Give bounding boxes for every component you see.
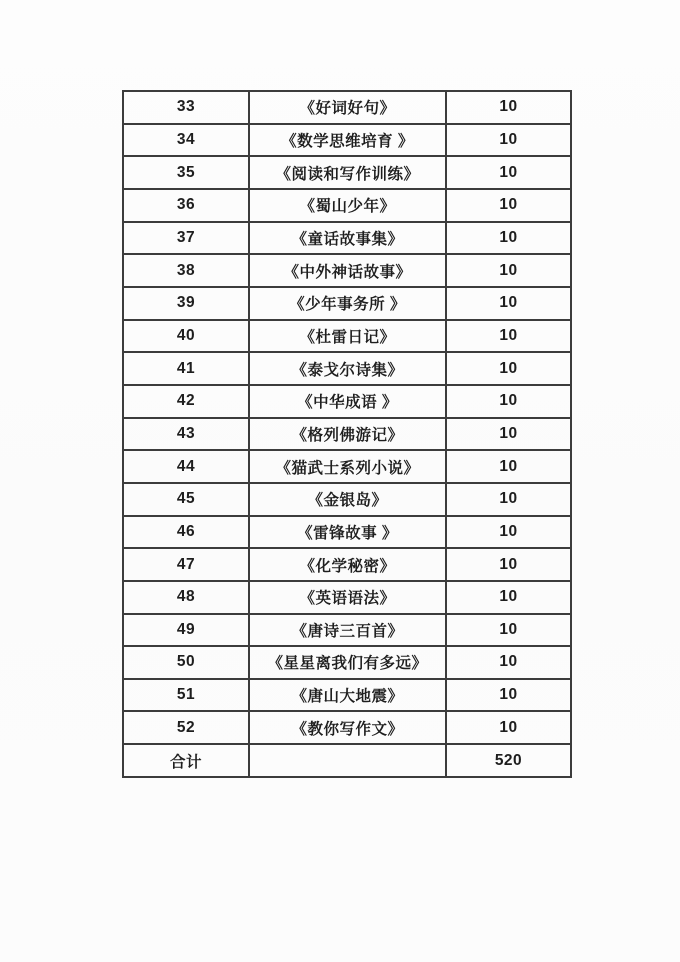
book-title-cell: 《中华成语 》 — [249, 385, 446, 418]
quantity-cell: 10 — [446, 483, 571, 516]
quantity-cell: 10 — [446, 646, 571, 679]
book-title-cell: 《雷锋故事 》 — [249, 516, 446, 549]
quantity-cell: 10 — [446, 450, 571, 483]
book-title-cell: 《格列佛游记》 — [249, 418, 446, 451]
book-title-cell: 《唐山大地震》 — [249, 679, 446, 712]
quantity-cell: 10 — [446, 711, 571, 744]
quantity-cell: 10 — [446, 581, 571, 614]
table-row — [123, 418, 571, 451]
row-number-cell: 46 — [123, 516, 249, 549]
total-row — [123, 744, 571, 777]
book-title-cell: 《中外神话故事》 — [249, 254, 446, 287]
book-title-cell: 《化学秘密》 — [249, 548, 446, 581]
table-row — [123, 189, 571, 222]
row-number-cell: 34 — [123, 124, 249, 157]
table-row — [123, 320, 571, 353]
total-quantity-cell: 520 — [446, 744, 571, 777]
row-number-cell: 49 — [123, 614, 249, 647]
row-number-cell: 51 — [123, 679, 249, 712]
row-number-cell: 48 — [123, 581, 249, 614]
row-number-cell: 33 — [123, 91, 249, 124]
table-row — [123, 614, 571, 647]
quantity-cell: 10 — [446, 516, 571, 549]
book-title-cell: 《星星离我们有多远》 — [249, 646, 446, 679]
table-row — [123, 222, 571, 255]
book-title-cell: 《少年事务所 》 — [249, 287, 446, 320]
total-label-cell: 合计 — [123, 744, 249, 777]
book-title-cell: 《唐诗三百首》 — [249, 614, 446, 647]
quantity-cell: 10 — [446, 320, 571, 353]
book-title-cell: 《教你写作文》 — [249, 711, 446, 744]
quantity-cell: 10 — [446, 352, 571, 385]
table-row — [123, 91, 571, 124]
quantity-cell: 10 — [446, 91, 571, 124]
book-title-cell: 《好词好句》 — [249, 91, 446, 124]
quantity-cell: 10 — [446, 418, 571, 451]
book-list-table — [122, 90, 572, 778]
table-row — [123, 516, 571, 549]
table-row — [123, 679, 571, 712]
quantity-cell: 10 — [446, 124, 571, 157]
quantity-cell: 10 — [446, 222, 571, 255]
table-row — [123, 483, 571, 516]
row-number-cell: 42 — [123, 385, 249, 418]
table-row — [123, 124, 571, 157]
quantity-cell: 10 — [446, 548, 571, 581]
row-number-cell: 47 — [123, 548, 249, 581]
book-table-footer — [123, 744, 571, 777]
row-number-cell: 43 — [123, 418, 249, 451]
row-number-cell: 50 — [123, 646, 249, 679]
row-number-cell: 37 — [123, 222, 249, 255]
quantity-cell: 10 — [446, 156, 571, 189]
table-row — [123, 385, 571, 418]
quantity-cell: 10 — [446, 679, 571, 712]
row-number-cell: 41 — [123, 352, 249, 385]
book-title-cell: 《猫武士系列小说》 — [249, 450, 446, 483]
book-title-cell: 《阅读和写作训练》 — [249, 156, 446, 189]
table-row — [123, 156, 571, 189]
table-row — [123, 287, 571, 320]
total-title-cell — [249, 744, 446, 777]
row-number-cell: 52 — [123, 711, 249, 744]
book-title-cell: 《数学思维培育 》 — [249, 124, 446, 157]
table-row — [123, 548, 571, 581]
row-number-cell: 36 — [123, 189, 249, 222]
table-row — [123, 581, 571, 614]
quantity-cell: 10 — [446, 385, 571, 418]
book-title-cell: 《杜雷日记》 — [249, 320, 446, 353]
book-title-cell: 《金银岛》 — [249, 483, 446, 516]
book-title-cell: 《英语语法》 — [249, 581, 446, 614]
table-row — [123, 352, 571, 385]
quantity-cell: 10 — [446, 287, 571, 320]
row-number-cell: 35 — [123, 156, 249, 189]
quantity-cell: 10 — [446, 614, 571, 647]
table-row — [123, 254, 571, 287]
book-title-cell: 《蜀山少年》 — [249, 189, 446, 222]
table-row — [123, 711, 571, 744]
row-number-cell: 44 — [123, 450, 249, 483]
book-title-cell: 《童话故事集》 — [249, 222, 446, 255]
row-number-cell: 39 — [123, 287, 249, 320]
book-title-cell: 《泰戈尔诗集》 — [249, 352, 446, 385]
book-table-body — [123, 91, 571, 744]
row-number-cell: 38 — [123, 254, 249, 287]
row-number-cell: 45 — [123, 483, 249, 516]
quantity-cell: 10 — [446, 189, 571, 222]
quantity-cell: 10 — [446, 254, 571, 287]
table-row — [123, 450, 571, 483]
row-number-cell: 40 — [123, 320, 249, 353]
table-row — [123, 646, 571, 679]
